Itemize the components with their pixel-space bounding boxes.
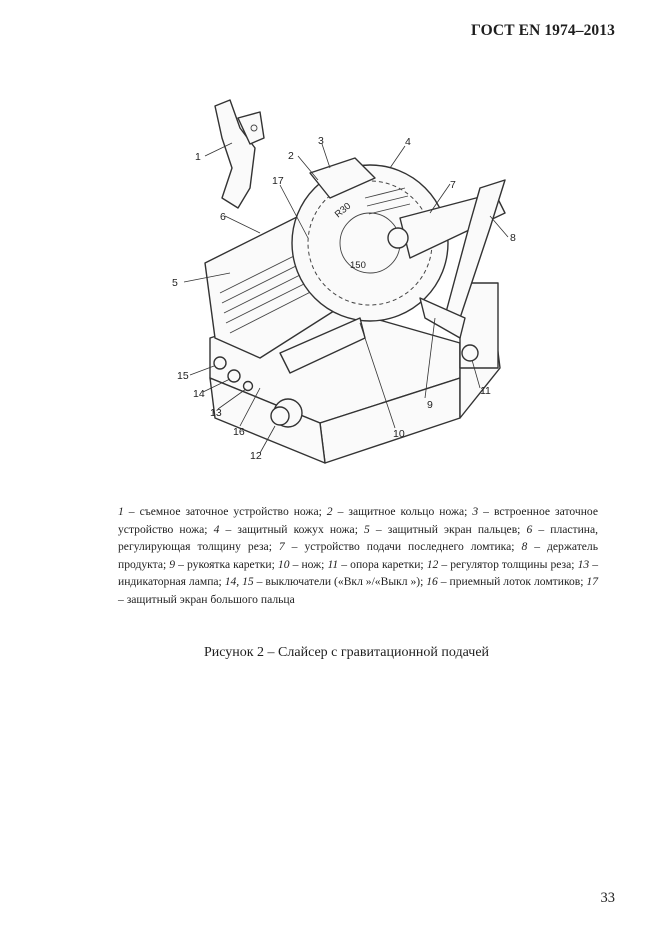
callout-6: 6	[220, 211, 226, 223]
legend-item-1: 1 – съемное заточное устройство ножа;	[118, 505, 322, 518]
switch-on	[214, 357, 226, 369]
callout-14: 14	[193, 388, 205, 400]
callout-12: 12	[250, 450, 262, 462]
figure-caption: Рисунок 2 – Слайсер с гравитационной подачей	[203, 645, 490, 660]
legend-item-2: 2 – защитное кольцо ножа;	[326, 505, 468, 518]
callout-4: 4	[405, 136, 411, 148]
legend-item-10: 10 – нож;	[277, 557, 325, 571]
carriage-support-knob	[462, 345, 478, 361]
callout-16: 16	[233, 426, 245, 438]
legend-item-6: 6 – пластина, регулирующая толщину реза;	[118, 522, 599, 554]
blade-mark-r30: R30	[332, 200, 354, 221]
figure-legend	[118, 503, 598, 609]
legend-item-4: 4 – защитный кожух ножа;	[213, 522, 358, 536]
switch-off	[228, 370, 240, 382]
page-number: 33	[600, 890, 615, 906]
legend-item-3: 3 – встроенное заточное устройство ножа;	[118, 505, 599, 536]
legend-item-9: 9 – рукоятка каретки;	[169, 557, 275, 571]
callout-11: 11	[480, 385, 491, 397]
legend-item-5: 5 – защитный экран пальцев;	[364, 522, 521, 536]
callout-5: 5	[172, 277, 178, 289]
legend-item-8: 8 – держатель продукта;	[118, 540, 598, 571]
callout-15: 15	[177, 370, 189, 382]
callout-7: 7	[450, 179, 456, 191]
legend-item-16: 16 – приемный лоток ломтиков;	[426, 575, 584, 589]
callout-9: 9	[427, 399, 433, 411]
legend-item-11: 11 – опора каретки;	[327, 557, 424, 571]
callout-1: 1	[195, 151, 201, 163]
legend-item-17: 17 – защитный экран большого пальца	[118, 575, 599, 606]
callout-8: 8	[510, 232, 516, 244]
slicer-illustration	[160, 88, 540, 468]
document-header: ГОСТ EN 1974–2013	[471, 22, 615, 39]
legend-item-13: 13 – индикаторная лампа;	[118, 557, 599, 589]
legend-item-7: 7 – устройство подачи последнего ломтика;	[278, 540, 515, 554]
blade-mark-150: 150	[350, 260, 366, 271]
callout-3: 3	[318, 135, 324, 147]
callout-13: 13	[210, 407, 222, 419]
removable-sharpener	[215, 100, 264, 208]
callout-2: 2	[288, 150, 294, 162]
legend-item-12: 12 – регулятор толщины реза;	[426, 557, 575, 571]
indicator-lamp	[244, 382, 253, 391]
callout-17: 17	[272, 175, 284, 187]
legend-item-14-15: 14, 15 – выключатели («Вкл »/«Выкл »);	[224, 575, 424, 589]
callout-10: 10	[393, 428, 405, 440]
